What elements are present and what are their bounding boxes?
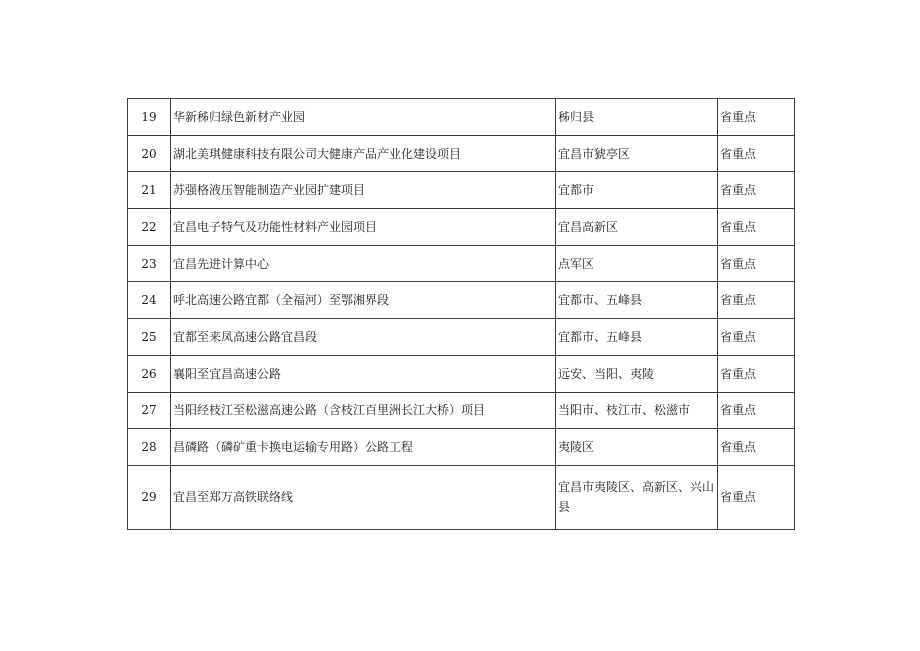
project-level: 省重点 <box>718 245 795 282</box>
table-row <box>128 465 795 529</box>
table-row <box>128 172 795 209</box>
project-level: 省重点 <box>718 465 795 529</box>
project-location: 当阳市、枝江市、松滋市 <box>556 392 718 429</box>
project-name: 湖北美琪健康科技有限公司大健康产品产业化建设项目 <box>171 135 556 172</box>
project-level: 省重点 <box>718 319 795 356</box>
table-row <box>128 319 795 356</box>
project-level: 省重点 <box>718 209 795 246</box>
project-location: 宜都市、五峰县 <box>556 282 718 319</box>
project-name: 宜都至来凤高速公路宜昌段 <box>171 319 556 356</box>
project-location: 远安、当阳、夷陵 <box>556 355 718 392</box>
row-number: 24 <box>128 282 171 319</box>
row-number: 27 <box>128 392 171 429</box>
project-name: 华新秭归绿色新材产业园 <box>171 99 556 136</box>
table-row <box>128 99 795 136</box>
row-number: 23 <box>128 245 171 282</box>
project-location: 宜昌市猇亭区 <box>556 135 718 172</box>
project-level: 省重点 <box>718 282 795 319</box>
table-row <box>128 429 795 466</box>
project-location: 宜都市 <box>556 172 718 209</box>
project-name: 当阳经枝江至松滋高速公路（含枝江百里洲长江大桥）项目 <box>171 392 556 429</box>
project-name: 呼北高速公路宜都（全福河）至鄂湘界段 <box>171 282 556 319</box>
row-number: 29 <box>128 465 171 529</box>
project-level: 省重点 <box>718 99 795 136</box>
project-name: 襄阳至宜昌高速公路 <box>171 355 556 392</box>
row-number: 28 <box>128 429 171 466</box>
project-location: 夷陵区 <box>556 429 718 466</box>
project-name: 宜昌电子特气及功能性材料产业园项目 <box>171 209 556 246</box>
project-level: 省重点 <box>718 355 795 392</box>
table-row <box>128 392 795 429</box>
project-name: 昌磷路（磷矿重卡换电运输专用路）公路工程 <box>171 429 556 466</box>
project-level: 省重点 <box>718 429 795 466</box>
project-table <box>127 98 795 530</box>
project-location: 宜都市、五峰县 <box>556 319 718 356</box>
row-number: 19 <box>128 99 171 136</box>
project-location: 秭归县 <box>556 99 718 136</box>
row-number: 26 <box>128 355 171 392</box>
project-location: 宜昌高新区 <box>556 209 718 246</box>
table-row <box>128 135 795 172</box>
project-level: 省重点 <box>718 135 795 172</box>
table-body <box>128 99 795 530</box>
row-number: 20 <box>128 135 171 172</box>
table-row <box>128 245 795 282</box>
project-level: 省重点 <box>718 172 795 209</box>
project-name: 苏强格液压智能制造产业园扩建项目 <box>171 172 556 209</box>
row-number: 22 <box>128 209 171 246</box>
row-number: 21 <box>128 172 171 209</box>
table-row <box>128 282 795 319</box>
project-location: 点军区 <box>556 245 718 282</box>
project-level: 省重点 <box>718 392 795 429</box>
row-number: 25 <box>128 319 171 356</box>
project-location: 宜昌市夷陵区、高新区、兴山县 <box>556 465 718 529</box>
project-name: 宜昌至郑万高铁联络线 <box>171 465 556 529</box>
table-row <box>128 355 795 392</box>
table-row <box>128 209 795 246</box>
project-name: 宜昌先进计算中心 <box>171 245 556 282</box>
